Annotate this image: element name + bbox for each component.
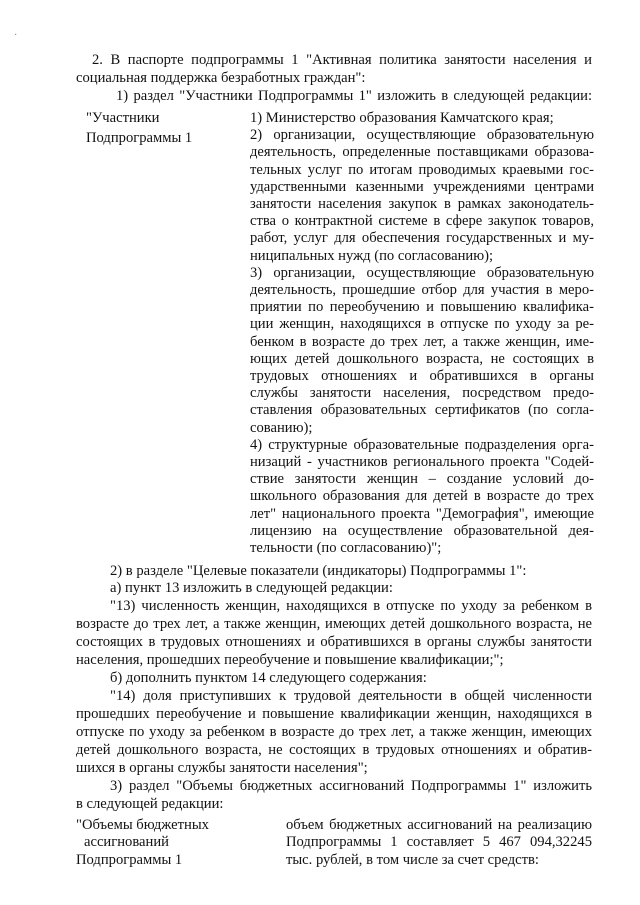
body-line: а) пункт 13 изложить в следующей редакции: [110,580,393,596]
participants-line: ции женщин, находящихся в отпуске по уходу за ре- [250,316,594,333]
scan-speck: · [14,30,18,41]
participants-line: приятии по переобучению и повышению квалифика- [250,299,594,316]
body-line: шихся в органы службы занятости населения"; [76,760,368,776]
body-line: прошедших переобучение и повышение квалификации женщин, находящихся в [76,706,592,722]
budget-value [286,817,592,869]
participants-line: ударственными казенными учреждениями центрами [250,178,594,195]
participants-line: ниципальных нужд (по согласованию); [250,247,494,264]
participants-label: "Участники Подпрограммы 1 [86,110,193,146]
participants-line: ставления образовательных сертификатов (по согла- [250,402,594,419]
participants-line: лет" национального проекта "Демография", имеющие [250,505,594,522]
participants-line: работ, услуг для обеспечения государственных и му- [250,230,594,247]
body-line: 2) в разделе "Целевые показатели (индикаторы) Подпрограммы 1": [110,563,527,579]
header-line: социальная поддержка безработных граждан": [76,70,366,86]
budget-label: "Объемы бюджетных ассигнований Подпрограммы 1 [76,817,209,868]
body-line: "13) численность женщин, находящихся в отпуске по уходу за ребенком в [110,598,592,614]
participants-line: деятельность, определенные поставщиками образова- [250,144,594,161]
participants-line: деятельность, прошедшие отбор для участия в меро- [250,282,594,299]
participants-line: лицензию на осуществление образовательной дея- [250,522,594,539]
participants-line: 1) Министерство образования Камчатского края; [250,110,554,126]
participants-line: трудовых отношениях и обратившихся в органы [250,368,594,385]
budget-line: Подпрограммы 1 составляет 5 467 094,32245 [286,834,592,851]
participants-line: бенком в возрасте до трех лет, а также женщин, име- [250,333,594,350]
participants-line: ства о контрактной системе в сфере закупок товаров, [250,213,594,230]
participants-line: 4) структурные образовательные подразделения орга- [250,436,594,453]
participants-line: 3) организации, осуществляющие образовательную [250,264,594,281]
budget-line: объем бюджетных ассигнований на реализацию [286,817,592,833]
body-line: "14) доля приступивших к трудовой деятельности в общей численности [110,688,592,704]
participants-line: тельных услуг по итогам проводимых краевыми гос- [250,161,594,178]
participants-line: ствие занятости женщин – создание условий до- [250,471,594,488]
body-line: состоящих в трудовых отношениях и обратившихся в органы службы занятости [76,634,592,650]
budget-line: тыс. рублей, в том числе за счет средств: [286,851,539,868]
participants-line: ющих детей дошкольного возраста, не состоящих в [250,350,594,367]
participants-line: сованию); [250,419,313,436]
body-line: 3) раздел "Объемы бюджетных ассигнований Подпрограммы 1" изложить [110,778,592,794]
participants-line: школьного образования для детей в возрасте до трех [250,488,594,505]
body-line: населения, прошедших переобучение и повышение квалификации;"; [76,652,504,668]
body-line: возрасте до трех лет, а также женщин, имеющих детей дошкольного возраста, не [76,616,592,632]
body-line: детей дошкольного возраста, не состоящих в трудовых отношениях и обратив- [76,742,592,758]
participants-value [250,110,594,557]
participants-line: службы занятости населения, посредством предо- [250,385,594,402]
body-line: б) дополнить пунктом 14 следующего содержания: [110,670,427,686]
body-line: в следующей редакции: [76,796,224,812]
header-line: 2. В паспорте подпрограммы 1 "Активная политика занятости населения и [92,52,592,68]
header-line: 1) раздел "Участники Подпрограммы 1" изложить в следующей редакции: [116,88,592,104]
participants-line: занятости населения закупок в рамках законодатель- [250,196,594,213]
participants-line: низаций - участников регионального проекта "Содей- [250,454,594,471]
body-line: отпуске по уходу за ребенком в возрасте до трех лет, а также женщин, имеющих [76,724,592,740]
participants-line: тельности (по согласованию)"; [250,540,442,557]
participants-line: 2) организации, осуществляющие образовательную [250,127,594,144]
